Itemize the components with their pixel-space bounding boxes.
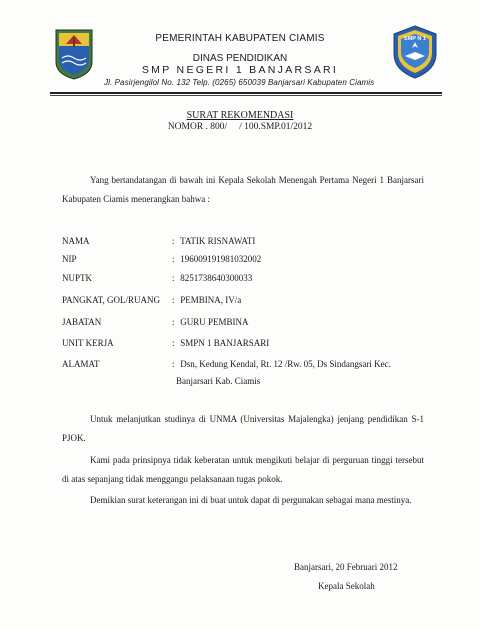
field-value-cell: [172, 252, 434, 267]
field-label: NIP: [62, 254, 77, 264]
signature-position: Kepala Sekolah: [318, 581, 375, 591]
field-value-cell: [172, 271, 434, 286]
letterhead-rule-thin: [50, 95, 442, 96]
field-value-cell: [172, 357, 434, 372]
field-colon: :: [172, 317, 175, 327]
field-value-cell: [172, 234, 434, 249]
field-colon: :: [172, 273, 175, 283]
school-badge-text: SMP N 1: [404, 36, 426, 42]
field-value: TATIK RISNAWATI: [180, 236, 256, 246]
field-label: PANGKAT, GOL/RUANG: [62, 295, 161, 305]
field-label: UNIT KERJA: [62, 338, 114, 348]
field-colon: :: [172, 359, 175, 369]
field-value-cell: [172, 293, 434, 308]
field-colon: :: [172, 338, 175, 348]
address-continuation: Banjarsari Kab. Ciamis: [176, 376, 261, 386]
body-paragraph-purpose: Untuk melanjutkan studinya di UNMA (Universitas Majalengka) jenjang pendidikan S-1 PJOK.: [62, 414, 424, 443]
field-label: NUPTK: [62, 273, 93, 283]
field-value-cell: [172, 336, 434, 351]
field-colon: :: [172, 236, 175, 246]
field-value-cell: [172, 315, 434, 330]
letterhead-government: PEMERINTAH KABUPATEN CIAMIS: [155, 33, 325, 44]
field-label: NAMA: [62, 236, 90, 246]
letterhead-school: SMP NEGERI 1 BANJARSARI: [141, 64, 339, 76]
field-label: JABATAN: [62, 317, 102, 327]
letter-title: SURAT REKOMENDASI: [186, 110, 294, 121]
letter-number: NOMOR . 800/ / 100.SMP.01/2012: [167, 122, 313, 132]
field-colon: :: [172, 295, 175, 305]
field-value: Dsn, Kedung Kendal, Rt. 12 /Rw. 05, Ds Sindangsari Kec.: [180, 359, 391, 369]
intro-paragraph: Yang bertandatangan di bawah ini Kepala Sekolah Menengah Pertama Negeri 1 Banjarsari Kabupaten Ciamis menerangkan bahwa :: [62, 175, 424, 204]
field-value: GURU PEMBINA: [180, 317, 249, 327]
body-paragraph-consent: Kami pada prinsipnya tidak keberatan untuk mengikuti belajar di perguruan tinggi tersebut di atas sepanjang tidak menggangu pelaksanaan tugas pokok.: [62, 455, 424, 484]
field-colon: :: [172, 254, 175, 264]
field-value: 8251738640300033: [180, 273, 253, 283]
field-label: ALAMAT: [62, 359, 100, 369]
field-value: SMPN 1 BANJARSARI: [180, 338, 270, 348]
body-paragraph-closing: Demikian surat keterangan ini di buat untuk dapat di pergunakan sebagai mana mestinya.: [90, 495, 412, 505]
field-value: 196009191981032002: [180, 254, 262, 264]
signature-place-date: Banjarsari, 20 Februari 2012: [294, 562, 398, 572]
letterhead-rule-thick: [50, 92, 442, 94]
letterhead-department: DINAS PENDIDIKAN: [192, 53, 288, 64]
letterhead-address: Jl. Pasirjengilol No. 132 Telp. (0265) 650039 Banjarsari Kabupaten Ciamis: [104, 78, 375, 87]
field-value: PEMBINA, IV/a: [180, 295, 242, 305]
